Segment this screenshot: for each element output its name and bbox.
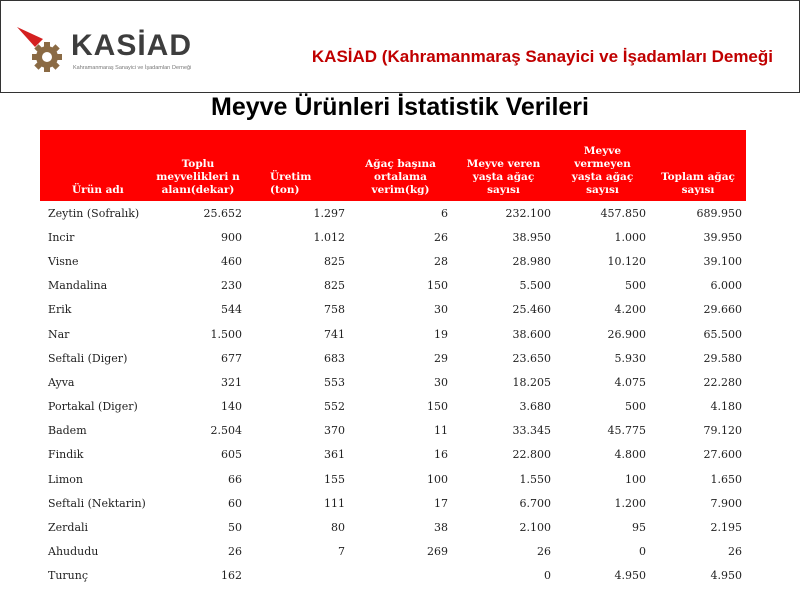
- cell-total-trees: 7.900: [710, 496, 742, 510]
- cell-nonbearing-trees: 500: [625, 400, 646, 414]
- cell-total-trees: 6.000: [710, 279, 742, 293]
- cell-nonbearing-trees: 1.200: [614, 496, 646, 510]
- cell-bearing-trees: 2.100: [519, 521, 551, 535]
- cell-bearing-trees: 232.100: [505, 206, 551, 220]
- cell-avg-yield: 269: [427, 545, 448, 559]
- cell-bearing-trees: 33.345: [512, 424, 551, 438]
- cell-product-name: Findik: [48, 448, 84, 462]
- header-banner: [0, 0, 800, 93]
- cell-product-name: Seftali (Nektarin): [48, 496, 146, 510]
- cell-total-trees: 39.950: [703, 230, 742, 244]
- cell-product-name: Visne: [48, 254, 79, 268]
- cell-total-trees: 1.650: [710, 472, 742, 486]
- cell-product-name: Erik: [48, 303, 72, 317]
- cell-area: 140: [221, 400, 242, 414]
- gear-logo-icon: [17, 21, 77, 77]
- cell-nonbearing-trees: 45.775: [607, 424, 646, 438]
- cell-avg-yield: 150: [427, 279, 448, 293]
- cell-nonbearing-trees: 5.930: [614, 351, 646, 365]
- cell-production: 825: [324, 254, 345, 268]
- cell-product-name: Zeytin (Sofralık): [48, 206, 140, 220]
- cell-area: 25.652: [203, 206, 242, 220]
- cell-avg-yield: 6: [441, 206, 448, 220]
- cell-total-trees: 22.280: [703, 375, 742, 389]
- cell-avg-yield: 19: [434, 327, 448, 341]
- cell-area: 900: [221, 230, 242, 244]
- cell-total-trees: 4.180: [710, 400, 742, 414]
- cell-avg-yield: 11: [434, 424, 448, 438]
- cell-bearing-trees: 22.800: [512, 448, 551, 462]
- cell-product-name: Seftali (Diger): [48, 351, 128, 365]
- cell-production: 370: [324, 424, 345, 438]
- cell-nonbearing-trees: 4.800: [614, 448, 646, 462]
- table-row: [40, 564, 746, 588]
- cell-nonbearing-trees: 4.075: [614, 375, 646, 389]
- cell-avg-yield: 17: [434, 496, 448, 510]
- table-header: [40, 130, 746, 201]
- cell-avg-yield: 28: [434, 254, 448, 268]
- cell-total-trees: 79.120: [703, 424, 742, 438]
- cell-product-name: Badem: [48, 424, 87, 438]
- table-header-row: [40, 130, 746, 201]
- cell-total-trees: 2.195: [710, 521, 742, 535]
- cell-bearing-trees: 1.550: [519, 472, 551, 486]
- cell-production: 7: [338, 545, 345, 559]
- col-header-production: Üretim (ton): [246, 130, 349, 201]
- cell-bearing-trees: 5.500: [519, 279, 551, 293]
- cell-total-trees: 65.500: [703, 327, 742, 341]
- organization-name: KASİAD (Kahramanmaraş Sanayici ve İşadamları Demeği: [311, 47, 773, 66]
- cell-total-trees: 4.950: [710, 569, 742, 583]
- cell-production: 1.297: [313, 206, 345, 220]
- table-row: [40, 225, 746, 249]
- cell-bearing-trees: 3.680: [519, 400, 551, 414]
- cell-avg-yield: 38: [434, 521, 448, 535]
- cell-product-name: Portakal (Diger): [48, 400, 138, 414]
- cell-production: 155: [324, 472, 345, 486]
- cell-bearing-trees: 18.205: [512, 375, 551, 389]
- cell-avg-yield: 30: [434, 375, 448, 389]
- cell-area: 66: [228, 472, 242, 486]
- table-row: [40, 395, 746, 419]
- cell-nonbearing-trees: 100: [625, 472, 646, 486]
- cell-product-name: Limon: [48, 472, 83, 486]
- table-row: [40, 201, 746, 225]
- cell-total-trees: 39.100: [703, 254, 742, 268]
- cell-nonbearing-trees: 4.200: [614, 303, 646, 317]
- cell-product-name: Zerdali: [48, 521, 89, 535]
- cell-production: 80: [331, 521, 345, 535]
- cell-product-name: Mandalina: [48, 279, 108, 293]
- cell-avg-yield: 150: [427, 400, 448, 414]
- table-row: [40, 443, 746, 467]
- cell-total-trees: 27.600: [703, 448, 742, 462]
- col-header-bearing-trees: Meyve veren yaşta ağaç sayısı: [452, 130, 555, 201]
- cell-production: 111: [324, 496, 345, 510]
- cell-avg-yield: 16: [434, 448, 448, 462]
- cell-nonbearing-trees: 10.120: [607, 254, 646, 268]
- table-row: [40, 322, 746, 346]
- cell-production: 741: [324, 327, 345, 341]
- cell-nonbearing-trees: 0: [639, 545, 646, 559]
- cell-total-trees: 689.950: [696, 206, 742, 220]
- logo-wordmark: KASİAD: [71, 29, 193, 62]
- cell-nonbearing-trees: 457.850: [600, 206, 646, 220]
- cell-bearing-trees: 0: [544, 569, 551, 583]
- table-row: [40, 298, 746, 322]
- cell-bearing-trees: 26: [537, 545, 551, 559]
- cell-production: 683: [324, 351, 345, 365]
- cell-area: 677: [221, 351, 242, 365]
- col-header-avg-yield: Ağaç başına ortalama verim(kg): [349, 130, 452, 201]
- table-row: [40, 274, 746, 298]
- cell-total-trees: 26: [728, 545, 742, 559]
- table-body: [40, 201, 746, 588]
- col-header-nonbearing-trees: Meyve vermeyen yaşta ağaç sayısı: [555, 130, 650, 201]
- col-header-total-trees: Toplam ağaç sayısı: [650, 130, 746, 201]
- cell-avg-yield: 26: [434, 230, 448, 244]
- cell-production: 552: [324, 400, 345, 414]
- col-header-area: Toplu meyvelikleri n alanı(dekar): [150, 130, 246, 201]
- cell-production: 1.012: [313, 230, 345, 244]
- cell-area: 230: [221, 279, 242, 293]
- cell-nonbearing-trees: 500: [625, 279, 646, 293]
- cell-production: 758: [324, 303, 345, 317]
- cell-bearing-trees: 38.950: [512, 230, 551, 244]
- cell-area: 162: [221, 569, 242, 583]
- cell-production: [246, 564, 349, 588]
- table-row: [40, 467, 746, 491]
- cell-avg-yield: 29: [434, 351, 448, 365]
- col-header-product: Ürün adı: [40, 130, 150, 201]
- cell-area: 26: [228, 545, 242, 559]
- kasiad-logo: [17, 21, 227, 77]
- logo-tagline: Kahramanmaraş Sanayici ve İşadamları Derneği: [73, 65, 192, 71]
- table-row: [40, 540, 746, 564]
- cell-product-name: Turunç: [48, 569, 89, 583]
- table-row: [40, 515, 746, 539]
- cell-area: 460: [221, 254, 242, 268]
- cell-bearing-trees: 6.700: [519, 496, 551, 510]
- cell-area: 544: [221, 303, 242, 317]
- cell-product-name: Nar: [48, 327, 70, 341]
- cell-area: 60: [228, 496, 242, 510]
- cell-production: 553: [324, 375, 345, 389]
- cell-product-name: Ahududu: [48, 545, 99, 559]
- cell-nonbearing-trees: 4.950: [614, 569, 646, 583]
- cell-nonbearing-trees: 1.000: [614, 230, 646, 244]
- cell-area: 605: [221, 448, 242, 462]
- cell-bearing-trees: 38.600: [512, 327, 551, 341]
- cell-area: 2.504: [210, 424, 242, 438]
- cell-total-trees: 29.580: [703, 351, 742, 365]
- page-title: Meyve Ürünleri İstatistik Verileri: [211, 93, 589, 121]
- fruit-statistics-table: [40, 130, 746, 588]
- cell-area: 1.500: [210, 327, 242, 341]
- table-row: [40, 249, 746, 273]
- cell-bearing-trees: 25.460: [512, 303, 551, 317]
- cell-avg-yield: 100: [427, 472, 448, 486]
- cell-product-name: Ayva: [48, 375, 75, 389]
- cell-bearing-trees: 23.650: [512, 351, 551, 365]
- cell-nonbearing-trees: 95: [632, 521, 646, 535]
- cell-production: 361: [324, 448, 345, 462]
- cell-production: 825: [324, 279, 345, 293]
- cell-product-name: Incir: [48, 230, 75, 244]
- cell-total-trees: 29.660: [703, 303, 742, 317]
- cell-bearing-trees: 28.980: [512, 254, 551, 268]
- cell-avg-yield: 30: [434, 303, 448, 317]
- cell-area: 321: [221, 375, 242, 389]
- cell-area: 50: [228, 521, 242, 535]
- table-row: [40, 370, 746, 394]
- table-row: [40, 491, 746, 515]
- table-row: [40, 419, 746, 443]
- cell-nonbearing-trees: 26.900: [607, 327, 646, 341]
- table-row: [40, 346, 746, 370]
- cell-avg-yield: [349, 564, 452, 588]
